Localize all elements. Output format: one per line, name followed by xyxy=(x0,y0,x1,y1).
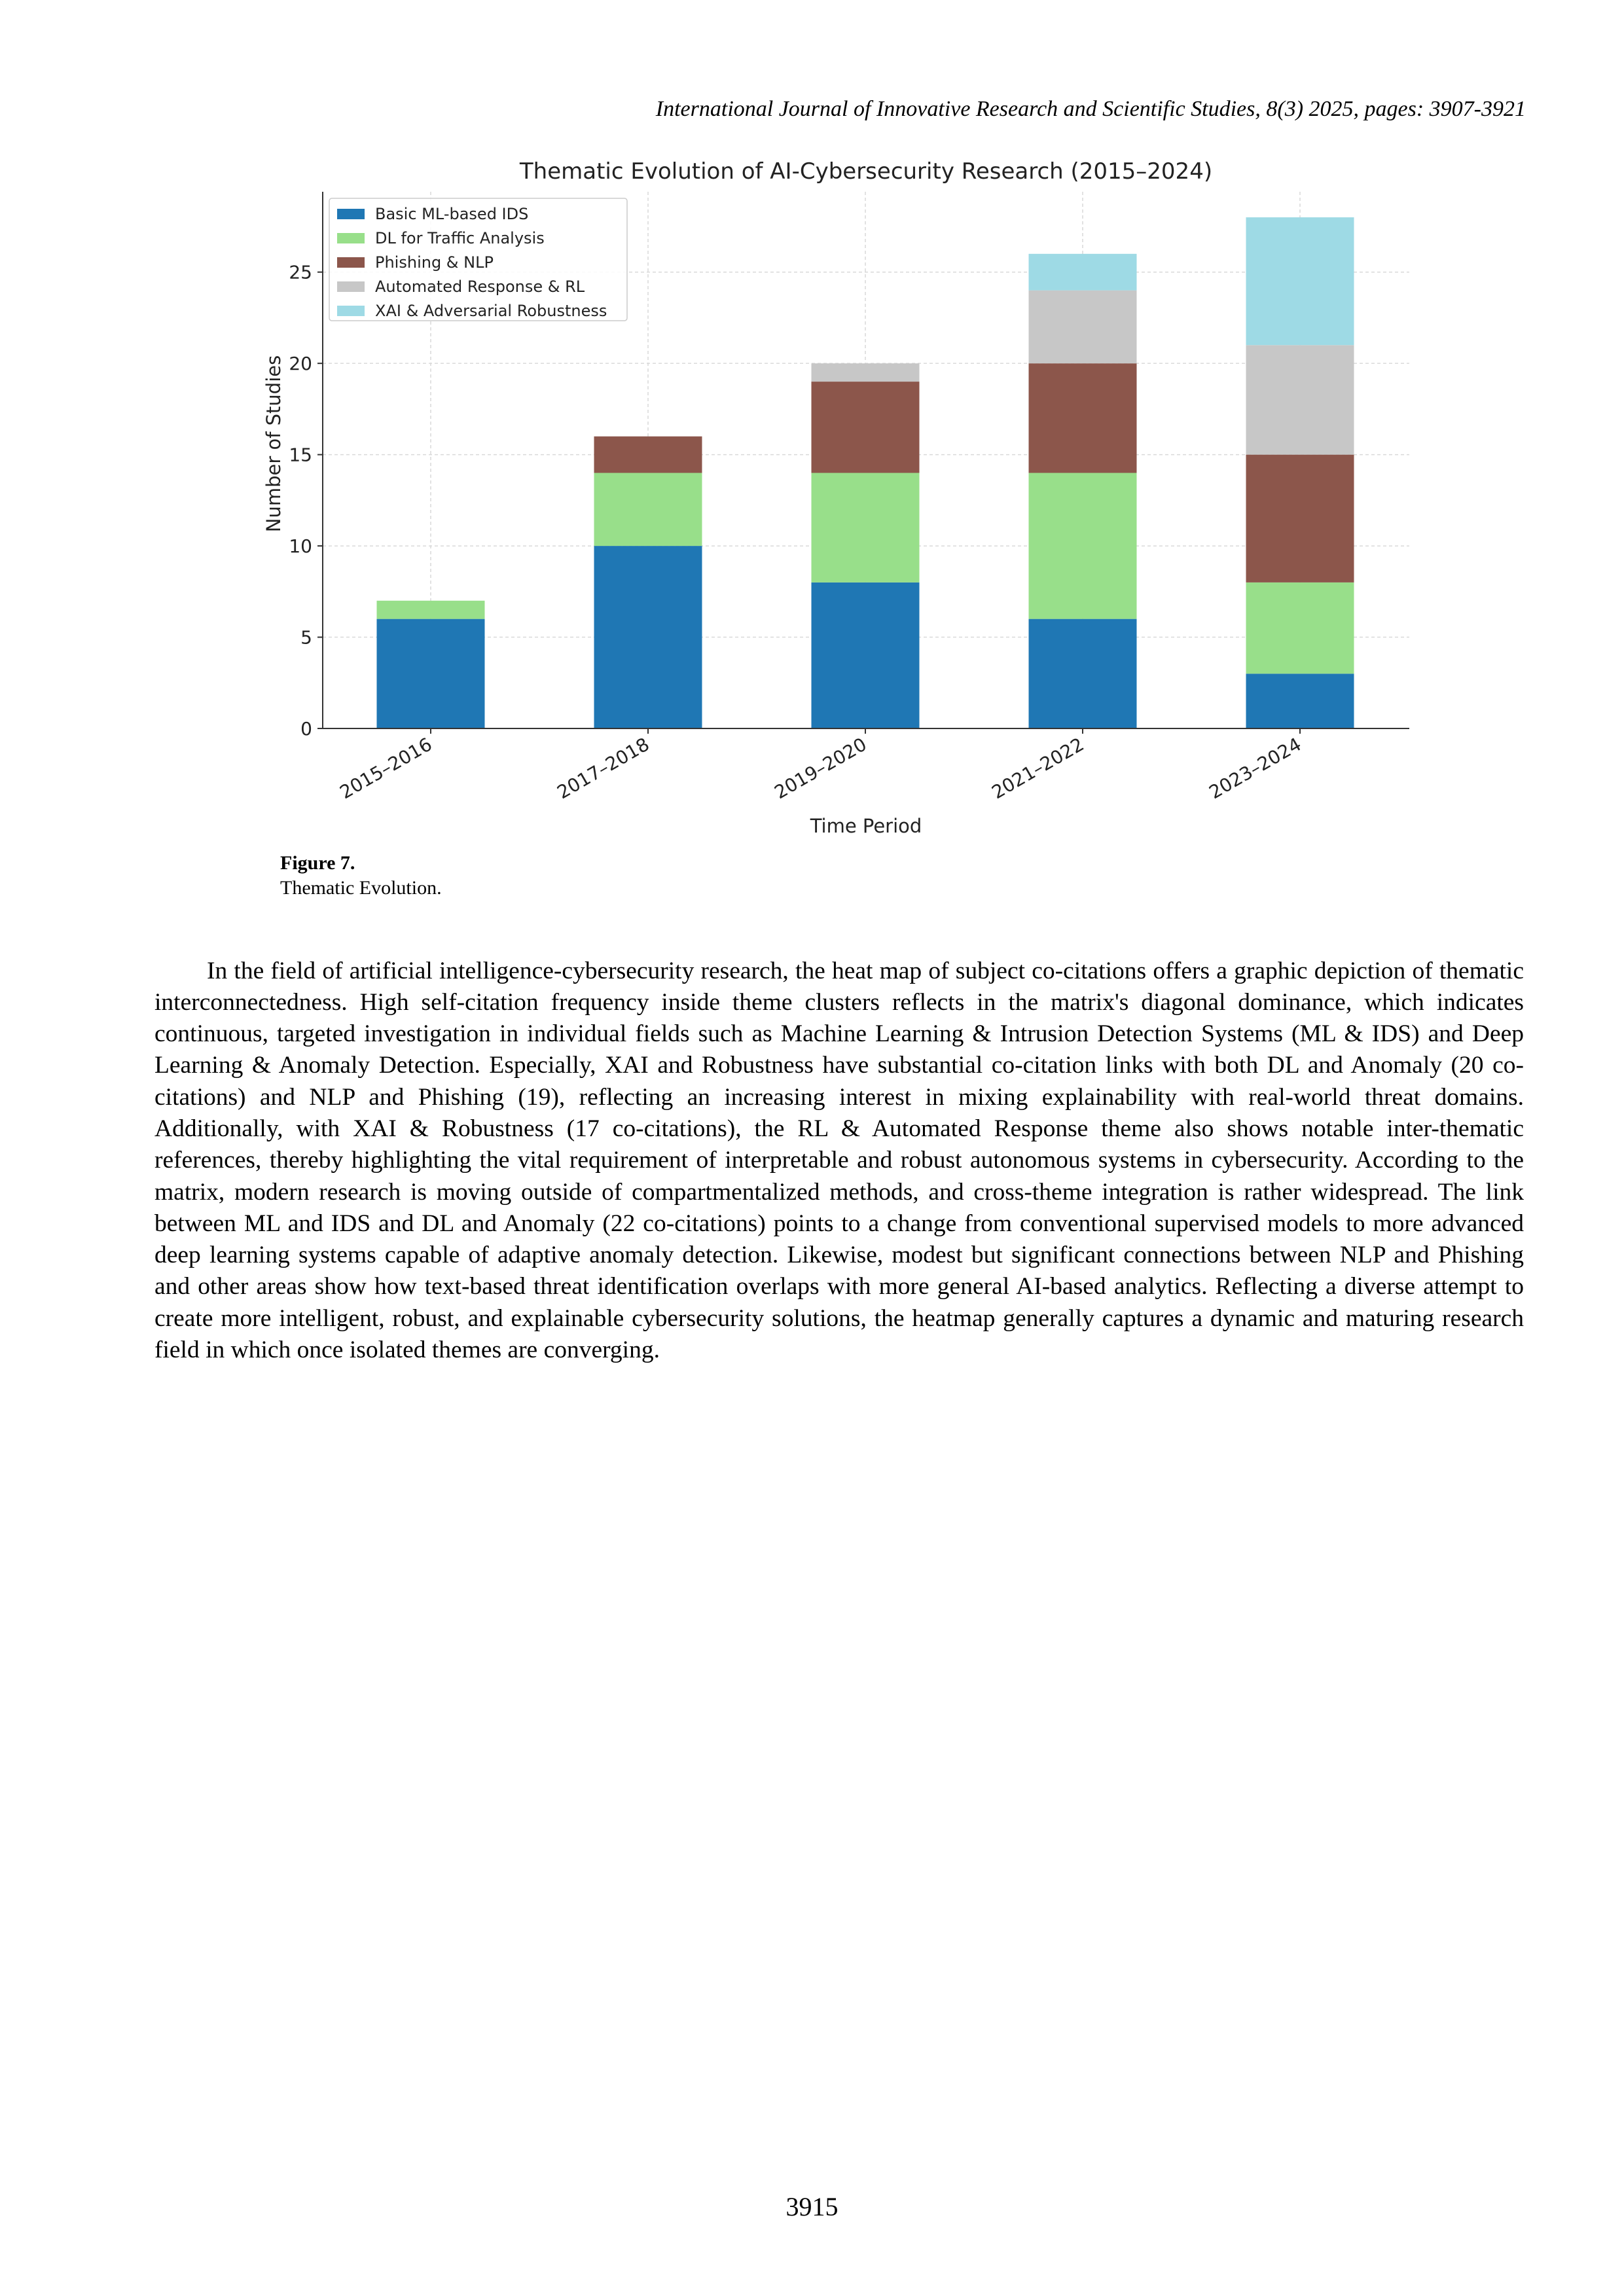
bar-segment xyxy=(812,473,920,583)
chart-legend xyxy=(329,198,627,321)
legend-swatch xyxy=(337,257,365,268)
bar-segment xyxy=(1029,473,1137,619)
bar-segment xyxy=(1246,345,1354,454)
bar-segment xyxy=(1029,254,1137,291)
legend-label: DL for Traffic Analysis xyxy=(375,229,545,247)
figure-caption xyxy=(280,851,442,901)
bar-segment xyxy=(377,619,485,728)
legend-label: XAI & Adversarial Robustness xyxy=(375,302,607,320)
chart-y-axis-label: Number of Studies xyxy=(262,355,285,533)
figure-label: Figure 7. xyxy=(280,852,355,874)
y-tick-label: 25 xyxy=(289,261,312,283)
x-tick-label: 2017–2018 xyxy=(553,733,653,804)
bar-segment xyxy=(812,363,920,382)
legend-swatch xyxy=(337,233,365,243)
bar-segment xyxy=(1029,363,1137,473)
legend-label: Automated Response & RL xyxy=(375,278,585,296)
bar-segment xyxy=(594,437,702,473)
bar-segment xyxy=(1246,583,1354,673)
bar-segment xyxy=(594,473,702,547)
x-tick-label: 2019–2020 xyxy=(770,733,871,804)
legend-swatch xyxy=(337,306,365,316)
body-paragraph: In the field of artificial intelligence-cybersecurity research, the heat map of subject co-citations offers a graphic depiction of thematic interconnectedness. High self-citation frequency inside theme clusters reflects in the matrix's diagonal dominance, which indicates continuous, targeted investigation in individual fields such as Machine Learning & Intrusion Detection Systems (ML & IDS) and Deep Learning & Anomaly Detection. Especially, XAI and Robustness have substantial co-citation links with both DL and Anomaly (20 co-citations) and NLP and Phishing (19), reflecting an increasing interest in mixing explainability with real-world threat domains. Additionally, with XAI & Robustness (17 co-citations), the RL & Automated Response theme also shows notable inter-thematic references, thereby highlighting the vital requirement of interpretable and robust autonomous systems in cybersecurity. According to the matrix, modern research is moving outside of compartmentalized methods, and cross-theme integration is rather widespread. The link between ML and IDS and DL and Anomaly (22 co-citations) points to a change from conventional supervised models to more advanced deep learning systems capable of adaptive anomaly detection. Likewise, modest but significant connections between NLP and Phishing and other areas show how text-based threat identification overlaps with more general AI-based analytics. Reflecting a diverse attempt to create more intelligent, robust, and explainable cybersecurity solutions, the heatmap generally captures a dynamic and maturing research field in which once isolated themes are converging. xyxy=(154,957,1524,1364)
bar-segment xyxy=(1029,619,1137,728)
bar-segment xyxy=(1246,217,1354,345)
bar-segment xyxy=(812,583,920,728)
figure-caption-text: Thematic Evolution. xyxy=(280,877,442,899)
y-tick-label: 20 xyxy=(289,353,312,375)
y-tick-label: 0 xyxy=(300,718,312,740)
legend-swatch xyxy=(337,281,365,292)
bar-segment xyxy=(1246,673,1354,728)
y-tick-label: 10 xyxy=(289,535,312,558)
bar-segment xyxy=(594,546,702,728)
chart-canvas xyxy=(249,151,1427,844)
legend-swatch xyxy=(337,209,365,219)
x-tick-label: 2015–2016 xyxy=(336,733,436,804)
page-number: 3915 xyxy=(785,2192,839,2221)
legend-label: Basic ML-based IDS xyxy=(375,205,529,223)
x-tick-label: 2023–2024 xyxy=(1205,733,1305,804)
bar-segment xyxy=(1029,291,1137,364)
bar-segment xyxy=(377,601,485,619)
bar-segment xyxy=(812,382,920,473)
stacked-bar-chart xyxy=(249,151,1427,844)
bar-segment xyxy=(1246,455,1354,583)
x-tick-label: 2021–2022 xyxy=(988,733,1088,804)
legend-label: Phishing & NLP xyxy=(375,253,494,272)
running-header: International Journal of Innovative Research and Scientific Studies, 8(3) 2025, pages: 3907-3921 xyxy=(655,97,1526,121)
y-tick-label: 15 xyxy=(289,444,312,466)
chart-title: Thematic Evolution of AI-Cybersecurity Research (2015–2024) xyxy=(519,158,1213,185)
chart-x-axis-label: Time Period xyxy=(810,815,922,837)
y-tick-label: 5 xyxy=(300,626,312,649)
